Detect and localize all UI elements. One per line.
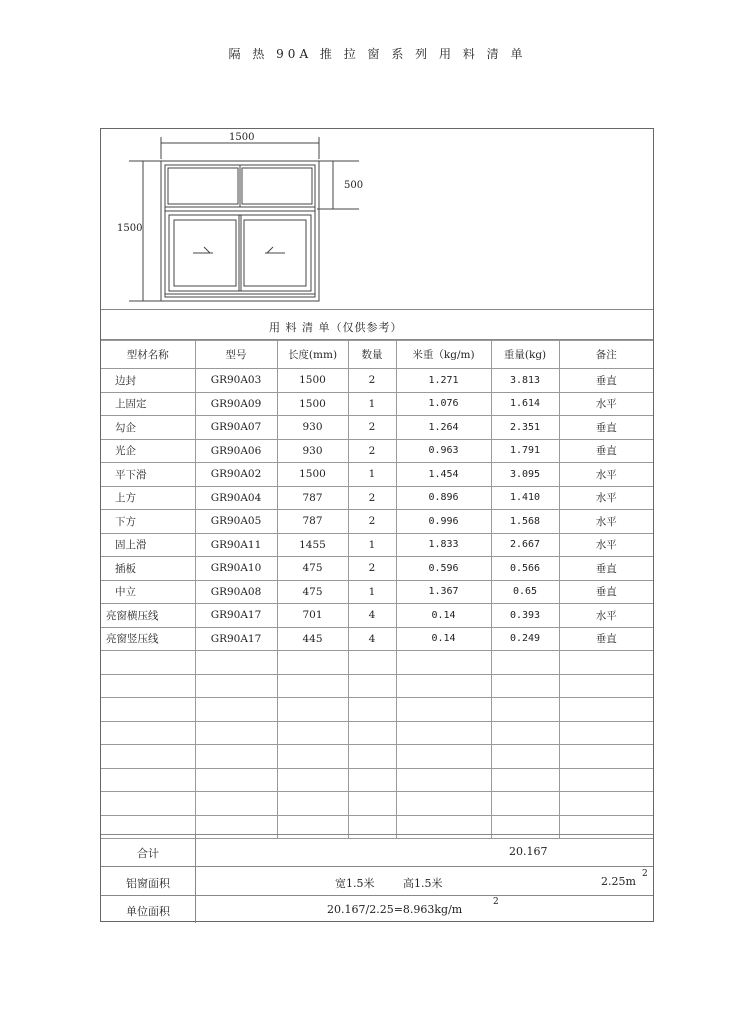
transom-dimension-label: 500	[344, 180, 364, 191]
table-cell: 0.963	[396, 439, 491, 463]
material-table	[101, 340, 653, 839]
material-list-title: 用 料 清 单（仅供参考）	[269, 321, 403, 334]
table-cell: 1.410	[491, 486, 559, 510]
window-area-label: 铝窗面积	[126, 877, 170, 890]
table-cell	[348, 651, 396, 675]
table-cell: GR90A06	[195, 439, 277, 463]
table-cell	[195, 674, 277, 698]
table-cell: 475	[277, 557, 348, 581]
table-cell: 930	[277, 416, 348, 440]
table-cell: 3.095	[491, 463, 559, 487]
table-cell: 1	[348, 463, 396, 487]
table-cell	[277, 674, 348, 698]
table-cell: 0.393	[491, 604, 559, 628]
table-cell: 2.667	[491, 533, 559, 557]
table-row	[101, 627, 653, 651]
table-cell	[101, 792, 195, 816]
table-cell	[559, 674, 653, 698]
table-row	[101, 533, 653, 557]
table-cell	[101, 674, 195, 698]
table-cell: 930	[277, 439, 348, 463]
table-row	[101, 580, 653, 604]
table-cell	[101, 698, 195, 722]
table-cell	[491, 768, 559, 792]
table-cell: 1.271	[396, 369, 491, 393]
empty-table-row	[101, 651, 653, 675]
table-cell: 1.076	[396, 392, 491, 416]
table-cell: 上方	[101, 486, 195, 510]
window-area-superscript: 2	[642, 869, 648, 879]
table-cell: 475	[277, 580, 348, 604]
table-cell: 下方	[101, 510, 195, 534]
table-cell: 边封	[101, 369, 195, 393]
table-cell: 水平	[559, 486, 653, 510]
table-cell: 亮窗横压线	[101, 604, 195, 628]
table-row	[101, 439, 653, 463]
document-title: 隔 热 90A 推 拉 窗 系 列 用 料 清 单	[228, 47, 527, 61]
table-cell: 0.996	[396, 510, 491, 534]
table-cell: 4	[348, 627, 396, 651]
table-cell	[277, 721, 348, 745]
table-cell	[491, 698, 559, 722]
table-cell	[101, 768, 195, 792]
table-cell: 1	[348, 580, 396, 604]
height-dimension-label: 1500	[117, 223, 143, 234]
window-area-value: 2.25m	[601, 875, 636, 888]
table-cell	[348, 792, 396, 816]
window-area-row	[101, 866, 653, 896]
table-cell: 勾企	[101, 416, 195, 440]
table-cell: 4	[348, 604, 396, 628]
table-cell: 2	[348, 439, 396, 463]
table-cell	[491, 745, 559, 769]
table-cell: 1500	[277, 463, 348, 487]
table-cell: 1500	[277, 392, 348, 416]
table-cell: 0.249	[491, 627, 559, 651]
table-cell: 固上滑	[101, 533, 195, 557]
unit-area-superscript: 2	[493, 897, 499, 907]
table-cell	[195, 721, 277, 745]
table-row	[101, 510, 653, 534]
table-cell: GR90A10	[195, 557, 277, 581]
table-cell: 1.833	[396, 533, 491, 557]
table-cell: 2	[348, 369, 396, 393]
table-cell: 701	[277, 604, 348, 628]
table-cell	[195, 698, 277, 722]
column-header: 型材名称	[101, 341, 195, 369]
table-cell	[195, 651, 277, 675]
table-cell: 0.65	[491, 580, 559, 604]
table-cell	[396, 698, 491, 722]
table-cell	[396, 721, 491, 745]
table-cell: 平下滑	[101, 463, 195, 487]
empty-table-row	[101, 768, 653, 792]
table-cell: 0.596	[396, 557, 491, 581]
material-list-heading	[101, 310, 653, 340]
table-row	[101, 369, 653, 393]
table-cell: 亮窗竖压线	[101, 627, 195, 651]
table-cell: GR90A05	[195, 510, 277, 534]
table-cell	[101, 745, 195, 769]
table-cell: 0.896	[396, 486, 491, 510]
width-dimension-label: 1500	[229, 132, 255, 143]
table-cell: 0.14	[396, 604, 491, 628]
table-cell: GR90A11	[195, 533, 277, 557]
empty-table-row	[101, 721, 653, 745]
table-cell	[559, 651, 653, 675]
table-cell	[559, 721, 653, 745]
table-cell: 水平	[559, 604, 653, 628]
table-cell: 2	[348, 416, 396, 440]
table-cell: GR90A09	[195, 392, 277, 416]
column-header: 型号	[195, 341, 277, 369]
total-row	[101, 834, 653, 867]
table-cell	[348, 674, 396, 698]
unit-area-value: 20.167/2.25=8.963kg/m	[327, 903, 463, 916]
table-cell	[491, 792, 559, 816]
table-cell	[195, 768, 277, 792]
column-header: 备注	[559, 341, 653, 369]
table-row	[101, 604, 653, 628]
table-cell	[277, 698, 348, 722]
table-cell	[396, 651, 491, 675]
table-cell: 1.454	[396, 463, 491, 487]
column-header: 米重（kg/m)	[396, 341, 491, 369]
table-cell: 插板	[101, 557, 195, 581]
table-cell: 垂直	[559, 416, 653, 440]
table-header-row	[101, 341, 653, 369]
table-cell: 水平	[559, 510, 653, 534]
table-cell: GR90A07	[195, 416, 277, 440]
material-sheet	[100, 128, 654, 922]
table-cell: 水平	[559, 463, 653, 487]
table-cell: 3.813	[491, 369, 559, 393]
table-cell: 1.614	[491, 392, 559, 416]
table-cell	[101, 721, 195, 745]
table-cell	[559, 698, 653, 722]
table-cell: 787	[277, 486, 348, 510]
table-cell: 445	[277, 627, 348, 651]
table-cell	[195, 745, 277, 769]
table-cell	[491, 721, 559, 745]
table-cell	[559, 745, 653, 769]
table-cell: 1	[348, 392, 396, 416]
table-cell	[396, 674, 491, 698]
window-elevation-svg	[101, 129, 653, 309]
table-cell: GR90A17	[195, 604, 277, 628]
table-cell: 2.351	[491, 416, 559, 440]
table-cell: 1.264	[396, 416, 491, 440]
table-cell	[277, 768, 348, 792]
table-cell: 水平	[559, 533, 653, 557]
column-header: 数量	[348, 341, 396, 369]
table-cell	[348, 698, 396, 722]
table-cell: 2	[348, 510, 396, 534]
unit-area-row	[101, 895, 653, 923]
table-cell	[559, 792, 653, 816]
table-cell: 1	[348, 533, 396, 557]
table-cell: 0.566	[491, 557, 559, 581]
table-row	[101, 486, 653, 510]
table-cell	[348, 721, 396, 745]
column-header: 长度(mm)	[277, 341, 348, 369]
table-cell	[396, 792, 491, 816]
table-cell: 1455	[277, 533, 348, 557]
table-cell: 垂直	[559, 557, 653, 581]
table-cell	[101, 651, 195, 675]
table-cell: 光企	[101, 439, 195, 463]
window-width-value: 宽1.5米	[335, 877, 375, 890]
table-cell: 中立	[101, 580, 195, 604]
column-header: 重量(kg)	[491, 341, 559, 369]
table-cell	[348, 745, 396, 769]
unit-area-label: 单位面积	[126, 905, 170, 918]
table-cell	[195, 792, 277, 816]
table-cell	[396, 745, 491, 769]
empty-table-row	[101, 674, 653, 698]
table-cell: 787	[277, 510, 348, 534]
table-cell: 垂直	[559, 439, 653, 463]
table-cell	[277, 651, 348, 675]
table-body	[101, 369, 653, 839]
table-cell	[491, 674, 559, 698]
empty-table-row	[101, 792, 653, 816]
empty-table-row	[101, 745, 653, 769]
window-drawing	[101, 129, 653, 310]
total-label: 合计	[137, 847, 159, 860]
table-row	[101, 557, 653, 581]
table-cell: GR90A17	[195, 627, 277, 651]
table-cell	[277, 745, 348, 769]
empty-table-row	[101, 698, 653, 722]
table-cell	[491, 651, 559, 675]
table-cell: 0.14	[396, 627, 491, 651]
table-cell: 1.568	[491, 510, 559, 534]
table-cell: GR90A02	[195, 463, 277, 487]
table-cell: GR90A03	[195, 369, 277, 393]
table-row	[101, 463, 653, 487]
table-row	[101, 416, 653, 440]
table-cell	[396, 768, 491, 792]
table-row	[101, 392, 653, 416]
table-cell: 上固定	[101, 392, 195, 416]
table-cell: 垂直	[559, 369, 653, 393]
table-cell: 垂直	[559, 627, 653, 651]
window-height-value: 高1.5米	[403, 877, 443, 890]
table-cell: 水平	[559, 392, 653, 416]
table-cell: 2	[348, 486, 396, 510]
table-cell	[277, 792, 348, 816]
table-cell: 1.367	[396, 580, 491, 604]
table-cell: 2	[348, 557, 396, 581]
table-cell	[559, 768, 653, 792]
table-cell: 垂直	[559, 580, 653, 604]
table-cell: 1.791	[491, 439, 559, 463]
total-value: 20.167	[509, 845, 548, 858]
table-cell: 1500	[277, 369, 348, 393]
table-cell	[348, 768, 396, 792]
table-cell: GR90A08	[195, 580, 277, 604]
table-cell: GR90A04	[195, 486, 277, 510]
